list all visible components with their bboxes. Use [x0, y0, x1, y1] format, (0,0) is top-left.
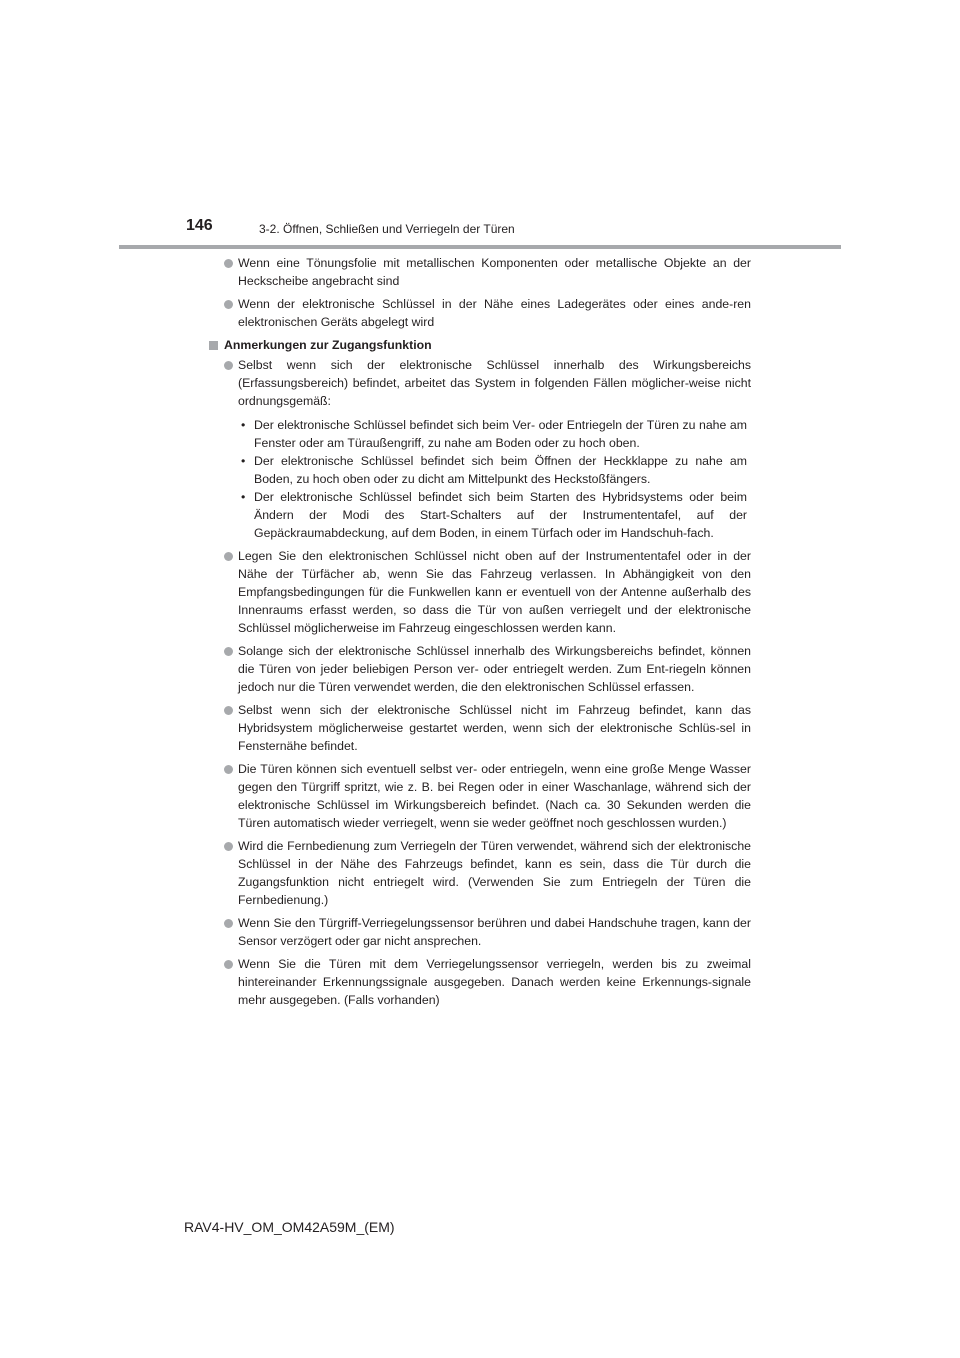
bullet-text: Wenn der elektronische Schlüssel in der Nähe eines Ladegerätes oder eines ande-ren elektronischen Geräts abgelegt wird — [238, 297, 751, 329]
sub-bullet-dot-icon: • — [241, 418, 246, 432]
bullet-item — [208, 547, 751, 637]
bullet-text: Legen Sie den elektronischen Schlüssel nicht oben auf der Instrumententafel oder in der Nähe der Türfächer ab, wenn Sie das Fahrzeug verlassen. In Abhängigkeit von den Empfangsbedingungen für die Funkwellen kann er eventuell von der Antenne außerhalb des Innenraums erfasst werden, so dass die Tür von außen verriegelt und der elektronische Schlüssel möglicherweise im Fahrzeug eingeschlossen werden kann. — [238, 549, 751, 635]
sub-list-item — [238, 452, 751, 488]
section-heading-text: Anmerkungen zur Zugangsfunktion — [224, 338, 432, 352]
bullet-text: Selbst wenn sich der elektronische Schlüssel nicht im Fahrzeug befindet, kann das Hybridsystem möglicherweise gestartet werden, wenn sich der elektronische Schlüs-sel in Fensternähe befindet. — [238, 703, 751, 753]
bullet-circle-icon — [224, 765, 233, 774]
bullet-text: Wird die Fernbedienung zum Verriegeln der Türen verwendet, während sich der elektronische Schlüssel in der Nähe des Fahrzeugs befindet, kann es sein, dass die Tür durch die Zugangsfunktion nicht entriegelt wird. (Verwenden Sie zum Entriegeln der Türen die Fernbedienung.) — [238, 839, 751, 907]
bullet-circle-icon — [224, 300, 233, 309]
bullet-item — [208, 701, 751, 755]
sub-bullet-dot-icon: • — [241, 490, 246, 504]
bullet-item — [208, 642, 751, 696]
bullet-circle-icon — [224, 259, 233, 268]
section-title: 3-2. Öffnen, Schließen und Verriegeln der Türen — [259, 222, 515, 236]
sub-list-text: Der elektronische Schlüssel befindet sich beim Öffnen der Heckklappe zu nahe am Boden, zu hoch oben oder zu dicht am Mittelpunkt des Heckstoßfängers. — [254, 454, 747, 486]
sub-list — [238, 416, 751, 542]
bullet-circle-icon — [224, 552, 233, 561]
bullet-item — [208, 760, 751, 832]
bullet-text: Wenn eine Tönungsfolie mit metallischen Komponenten oder metallische Objekte an der Heckscheibe angebracht sind — [238, 256, 751, 288]
bullet-circle-icon — [224, 361, 233, 370]
bullet-circle-icon — [224, 842, 233, 851]
sub-list-item — [238, 488, 751, 542]
bullet-circle-icon — [224, 647, 233, 656]
bullet-text: Wenn Sie den Türgriff-Verriegelungssensor berühren und dabei Handschuhe tragen, kann der Sensor verzögert oder gar nicht ansprechen. — [238, 916, 751, 948]
bullet-circle-icon — [224, 706, 233, 715]
page-number: 146 — [186, 217, 213, 234]
bullet-text: Solange sich der elektronische Schlüssel innerhalb des Wirkungsbereichs befindet, können die Türen von jeder beliebigen Person ver- oder entriegelt werden. Zum Ent-riegeln können jedoch nur die Türen verwendet werden, die den elektronischen Schlüssel erfassen. — [238, 644, 751, 694]
sub-list-text: Der elektronische Schlüssel befindet sich beim Starten des Hybridsystems oder beim Ändern der Modi des Start-Schalters auf der Instrumententafel, auf der Gepäckraumabdeckung, auf dem Boden, in einem Türfach oder im Handschuh-fach. — [254, 490, 747, 540]
main-content — [208, 254, 751, 1014]
bullet-item — [208, 914, 751, 950]
bullet-item — [208, 837, 751, 909]
bullet-item — [208, 254, 751, 290]
bullet-text: Wenn Sie die Türen mit dem Verriegelungssensor verriegeln, werden bis zu zweimal hintereinander Erkennungssignale ausgegeben. Danach werden keine Erkennungs-signale mehr ausgegeben. (Falls vorhanden) — [238, 957, 751, 1007]
square-marker-icon — [209, 341, 218, 350]
document-code: RAV4-HV_OM_OM42A59M_(EM) — [184, 1219, 395, 1235]
bullet-circle-icon — [224, 960, 233, 969]
bullet-text: Selbst wenn sich der elektronische Schlüssel innerhalb des Wirkungsbereichs (Erfassungsbereich) befindet, arbeitet das System in folgenden Fällen möglicher-weise nicht ordnungsgemäß: — [238, 358, 751, 408]
bullet-item — [208, 356, 751, 542]
bullet-text: Die Türen können sich eventuell selbst ver- oder entriegeln, wenn eine große Menge Wasser gegen den Türgriff spritzt, wie z. B. bei Regen oder in einer Waschanlage, während sich der elektronische Schlüssel im Wirkungsbereich befindet. (Nach ca. 30 Sekunden werden die Türen automatisch wieder verriegelt, wenn sie weder geöffnet noch geschlossen wurden.) — [238, 762, 751, 830]
sub-list-text: Der elektronische Schlüssel befindet sich beim Ver- oder Entriegeln der Türen zu nahe am Fenster oder am Türaußengriff, zu nahe am Boden oder zu hoch oben. — [254, 418, 747, 450]
header-rule — [119, 245, 841, 249]
bullet-item — [208, 955, 751, 1009]
section-heading — [208, 336, 751, 354]
sub-list-item — [238, 416, 751, 452]
bullet-circle-icon — [224, 919, 233, 928]
bullet-item — [208, 295, 751, 331]
sub-bullet-dot-icon: • — [241, 454, 246, 468]
